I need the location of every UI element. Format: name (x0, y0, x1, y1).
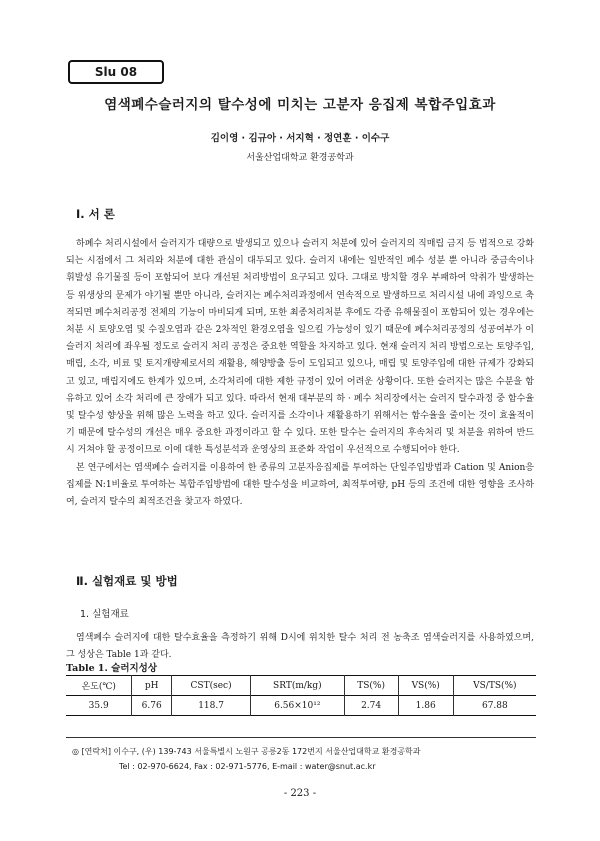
introduction-body (66, 236, 534, 511)
materials-paragraph: 염색폐수 슬러지에 대한 탈수효율을 측정하기 위해 D시에 위치한 탈수 처리 전 농축조 염색슬러지를 사용하였으며, 그 성상은 Table 1과 같다. (66, 633, 534, 661)
introduction-paragraph-2: 본 연구에서는 염색폐수 슬러지를 이용하여 한 종류의 고분자응집제를 투여하는 단일주입방법과 Cation 및 Anion응집제를 N:1비율로 투여하는 복합주입방법에 대한 탈수성을 비교하여, 최적투여량, pH 등의 조건에 대한 영향을 조사하여, 슬러지 탈수의 최적조건을 찾고자 하였다. (66, 462, 534, 508)
footnote-phone-email: Tel : 02-970-6624, Fax : 02-971-5776, E-mail : water@snut.ac.kr (119, 762, 376, 771)
sludge-properties-table (66, 675, 536, 716)
cell-srt: 6.56×10¹² (251, 696, 344, 716)
header-ts: TS(%) (344, 676, 398, 696)
section-heading-methods: Ⅱ. 실험재료 및 방법 (76, 574, 178, 588)
header-vs: VS(%) (398, 676, 453, 696)
header-cst: CST(sec) (171, 676, 250, 696)
footnote-divider (66, 737, 536, 738)
header-srt: SRT(m/kg) (251, 676, 344, 696)
table-header-row (66, 676, 536, 696)
cell-vs-ts: 67.88 (453, 696, 536, 716)
header-temperature: 온도(℃) (81, 682, 116, 692)
subheading-materials: 1. 실험재료 (80, 609, 129, 620)
page-number: - 223 - (283, 788, 317, 799)
author-list: 김이영 · 김규아 · 서지혁 · 정연훈 · 이수구 (210, 133, 390, 144)
cell-ph: 6.76 (132, 696, 172, 716)
introduction-paragraph-1: 하폐수 처리시설에서 슬러지가 대량으로 발생되고 있으나 슬러지 처분에 있어 슬러지의 직매립 금지 등 법적으로 강화되는 시점에서 그 처리와 처분에 대한 관심이 대두되고 있다. 슬러지 내에는 일반적인 폐수 성분 뿐 아니라 중금속이나 휘발성 유기물질 등이 포함되어 보다 개선된 처리방법이 요구되고 있다. 그대로 방치할 경우 부패하여 악취가 발생하는 등 위생상의 문제가 야기될 뿐만 아니라, 슬러지는 폐수처리과정에서 연속적으로 발생하므로 처리시설 내에 과잉으로 축적되면 폐수처리공정 전체의 기능이 마비되게 되며, 또한 최종처리처분 후에도 각종 유해물질이 포함되어 있는 경우에는 처분 시 토양오염 및 수질오염과 같은 2차적인 환경오염을 일으킬 가능성이 있기 때문에 폐수처리공정의 성공여부가 이 슬러지 처리에 좌우될 정도로 슬러지 처리 공정은 중요한 역할을 차지하고 있다. 현재 슬러지 처리 방법으로는 토양주입, 매립, 소각, 비료 및 토지개량제로서의 재활용, 해양방출 등이 도입되고 있으나, 매립 및 토양주입에 대한 규제가 강화되고 있고, 매립지에도 한계가 있으며, 소각처리에 대한 제한 규정이 있어 어려운 상황이다. 또한 슬러지는 많은 수분을 함유하고 있어 소각 처리에 큰 장애가 되고 있다. 따라서 현재 대부분의 하 · 폐수 처리장에서는 슬러지 탈수과정 중 함수율 및 탈수성 향상을 위해 많은 노력을 하고 있다. 슬러지를 소각이나 재활용하기 위해서는 함수율을 줄이는 것이 효율적이기 때문에 탈수성의 개선은 매우 중요한 과정이라고 할 수 있다. 또한 탈수는 슬러지의 후속처리 및 처분을 위하여 반드시 거쳐야 할 공정이므로 이에 대한 특성분석과 운영상의 표준화 작업이 우선적으로 수행되어야 한다. (66, 239, 534, 456)
paper-title: 염색폐수슬러지의 탈수성에 미치는 고분자 응집제 복합주입효과 (104, 97, 496, 113)
table-row (66, 696, 536, 716)
cell-cst: 118.7 (171, 696, 250, 716)
header-vs-ts: VS/TS(%) (453, 676, 536, 696)
table-caption: Table 1. 슬러지성상 (66, 663, 158, 674)
affiliation: 서울산업대학교 환경공학과 (246, 153, 354, 163)
cell-vs: 1.86 (398, 696, 453, 716)
session-label: Slu 08 (68, 60, 164, 84)
footnote-contact: ◎ [연락처] 이수구, (우) 139-743 서울특별시 노원구 공릉2동 172번지 서울산업대학교 환경공학과 (72, 747, 421, 756)
header-ph: pH (132, 676, 172, 696)
section-heading-introduction: Ⅰ. 서 론 (76, 207, 115, 221)
cell-temperature: 35.9 (88, 700, 109, 711)
footnote (72, 744, 421, 774)
cell-ts: 2.74 (344, 696, 398, 716)
